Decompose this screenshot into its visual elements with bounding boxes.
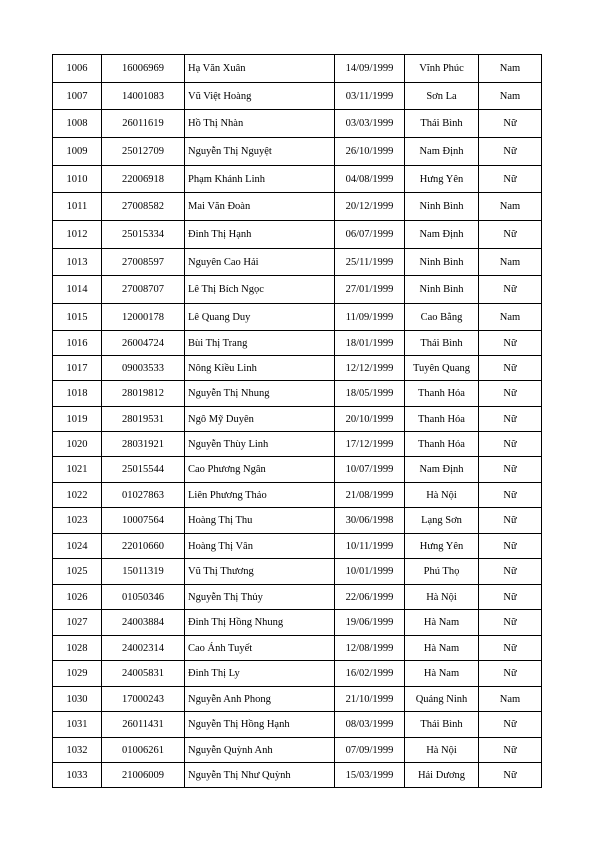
cell-date-of-birth: 19/06/1999 [335, 610, 405, 636]
cell-province: Hưng Yên [405, 166, 479, 193]
cell-date-of-birth: 03/11/1999 [335, 83, 405, 110]
cell-date-of-birth: 04/08/1999 [335, 166, 405, 193]
cell-date-of-birth: 10/01/1999 [335, 559, 405, 585]
table-row [53, 381, 542, 407]
table-row [53, 457, 542, 483]
cell-gender: Nữ [479, 276, 542, 304]
cell-full-name: Liên Phương Thảo [185, 483, 335, 508]
cell-province: Thanh Hóa [405, 407, 479, 432]
cell-date-of-birth: 18/05/1999 [335, 381, 405, 407]
cell-date-of-birth: 10/07/1999 [335, 457, 405, 483]
cell-student-id: 25015544 [102, 457, 185, 483]
cell-gender: Nam [479, 304, 542, 331]
cell-student-id: 21006009 [102, 763, 185, 788]
cell-gender: Nữ [479, 559, 542, 585]
cell-province: Nam Định [405, 138, 479, 166]
cell-gender: Nữ [479, 508, 542, 534]
cell-gender: Nữ [479, 381, 542, 407]
cell-gender: Nữ [479, 712, 542, 738]
cell-student-id: 26004724 [102, 331, 185, 356]
cell-date-of-birth: 21/10/1999 [335, 687, 405, 712]
table-row [53, 166, 542, 193]
cell-stt: 1024 [53, 534, 102, 559]
cell-gender: Nữ [479, 110, 542, 138]
student-table-body [53, 55, 542, 788]
cell-stt: 1022 [53, 483, 102, 508]
cell-gender: Nam [479, 55, 542, 83]
cell-date-of-birth: 12/12/1999 [335, 356, 405, 381]
cell-full-name: Hồ Thị Nhàn [185, 110, 335, 138]
cell-province: Sơn La [405, 83, 479, 110]
table-row [53, 331, 542, 356]
cell-gender: Nam [479, 83, 542, 110]
cell-province: Tuyên Quang [405, 356, 479, 381]
cell-stt: 1020 [53, 432, 102, 457]
cell-student-id: 24005831 [102, 661, 185, 687]
cell-province: Hà Nam [405, 661, 479, 687]
cell-full-name: Đinh Thị Hồng Nhung [185, 610, 335, 636]
table-row [53, 508, 542, 534]
cell-student-id: 01006261 [102, 738, 185, 763]
cell-full-name: Đinh Thị Ly [185, 661, 335, 687]
cell-province: Cao Bằng [405, 304, 479, 331]
cell-province: Thái Bình [405, 331, 479, 356]
cell-province: Hưng Yên [405, 534, 479, 559]
cell-date-of-birth: 16/02/1999 [335, 661, 405, 687]
cell-gender: Nam [479, 193, 542, 221]
cell-date-of-birth: 12/08/1999 [335, 636, 405, 661]
cell-gender: Nam [479, 687, 542, 712]
cell-full-name: Cao Phương Ngân [185, 457, 335, 483]
cell-date-of-birth: 26/10/1999 [335, 138, 405, 166]
cell-province: Nam Định [405, 221, 479, 249]
cell-province: Thanh Hóa [405, 381, 479, 407]
cell-stt: 1026 [53, 585, 102, 610]
cell-student-id: 28031921 [102, 432, 185, 457]
cell-student-id: 15011319 [102, 559, 185, 585]
cell-gender: Nữ [479, 534, 542, 559]
cell-full-name: Hoàng Thị Thu [185, 508, 335, 534]
cell-student-id: 25015334 [102, 221, 185, 249]
table-row [53, 138, 542, 166]
cell-student-id: 16006969 [102, 55, 185, 83]
table-row [53, 712, 542, 738]
cell-stt: 1009 [53, 138, 102, 166]
cell-gender: Nam [479, 249, 542, 276]
cell-stt: 1023 [53, 508, 102, 534]
cell-province: Lạng Sơn [405, 508, 479, 534]
cell-stt: 1012 [53, 221, 102, 249]
cell-province: Thái Bình [405, 712, 479, 738]
cell-full-name: Vũ Thị Thương [185, 559, 335, 585]
cell-student-id: 26011431 [102, 712, 185, 738]
cell-date-of-birth: 14/09/1999 [335, 55, 405, 83]
cell-date-of-birth: 22/06/1999 [335, 585, 405, 610]
cell-gender: Nữ [479, 166, 542, 193]
cell-stt: 1029 [53, 661, 102, 687]
cell-student-id: 12000178 [102, 304, 185, 331]
cell-student-id: 14001083 [102, 83, 185, 110]
cell-full-name: Ngô Mỹ Duyên [185, 407, 335, 432]
cell-full-name: Lê Quang Duy [185, 304, 335, 331]
cell-date-of-birth: 11/09/1999 [335, 304, 405, 331]
cell-full-name: Nông Kiều Linh [185, 356, 335, 381]
table-row [53, 763, 542, 788]
cell-stt: 1033 [53, 763, 102, 788]
cell-gender: Nữ [479, 407, 542, 432]
cell-gender: Nữ [479, 738, 542, 763]
table-row [53, 193, 542, 221]
cell-gender: Nữ [479, 483, 542, 508]
cell-stt: 1007 [53, 83, 102, 110]
cell-gender: Nữ [479, 636, 542, 661]
table-row [53, 304, 542, 331]
cell-student-id: 10007564 [102, 508, 185, 534]
cell-full-name: Nguyễn Thị Nguyệt [185, 138, 335, 166]
cell-gender: Nữ [479, 356, 542, 381]
cell-date-of-birth: 07/09/1999 [335, 738, 405, 763]
table-row [53, 559, 542, 585]
cell-full-name: Mai Văn Đoàn [185, 193, 335, 221]
table-row [53, 432, 542, 457]
cell-stt: 1017 [53, 356, 102, 381]
cell-gender: Nữ [479, 585, 542, 610]
table-row [53, 585, 542, 610]
cell-full-name: Bùi Thị Trang [185, 331, 335, 356]
cell-student-id: 22010660 [102, 534, 185, 559]
cell-province: Thái Bình [405, 110, 479, 138]
table-row [53, 249, 542, 276]
table-row [53, 276, 542, 304]
table-row [53, 110, 542, 138]
cell-full-name: Nguyễn Thị Thủy [185, 585, 335, 610]
cell-gender: Nữ [479, 763, 542, 788]
cell-date-of-birth: 20/10/1999 [335, 407, 405, 432]
cell-full-name: Phạm Khánh Linh [185, 166, 335, 193]
table-row [53, 534, 542, 559]
cell-student-id: 25012709 [102, 138, 185, 166]
cell-date-of-birth: 10/11/1999 [335, 534, 405, 559]
cell-student-id: 28019531 [102, 407, 185, 432]
table-row [53, 356, 542, 381]
table-row [53, 738, 542, 763]
cell-stt: 1008 [53, 110, 102, 138]
cell-student-id: 24003884 [102, 610, 185, 636]
cell-gender: Nữ [479, 432, 542, 457]
cell-student-id: 01027863 [102, 483, 185, 508]
cell-gender: Nữ [479, 661, 542, 687]
cell-province: Nam Định [405, 457, 479, 483]
cell-stt: 1021 [53, 457, 102, 483]
cell-date-of-birth: 18/01/1999 [335, 331, 405, 356]
cell-full-name: Nguyễn Thị Như Quỳnh [185, 763, 335, 788]
cell-province: Ninh Bình [405, 249, 479, 276]
table-row [53, 661, 542, 687]
cell-province: Hà Nam [405, 610, 479, 636]
cell-province: Hà Nội [405, 738, 479, 763]
cell-student-id: 17000243 [102, 687, 185, 712]
cell-date-of-birth: 25/11/1999 [335, 249, 405, 276]
cell-stt: 1019 [53, 407, 102, 432]
cell-full-name: Lê Thị Bích Ngọc [185, 276, 335, 304]
cell-stt: 1031 [53, 712, 102, 738]
cell-full-name: Nguyên Cao Hải [185, 249, 335, 276]
cell-full-name: Hạ Văn Xuân [185, 55, 335, 83]
cell-student-id: 22006918 [102, 166, 185, 193]
table-row [53, 55, 542, 83]
cell-date-of-birth: 30/06/1998 [335, 508, 405, 534]
cell-full-name: Nguyễn Quỳnh Anh [185, 738, 335, 763]
cell-stt: 1018 [53, 381, 102, 407]
cell-stt: 1028 [53, 636, 102, 661]
cell-province: Ninh Bình [405, 193, 479, 221]
cell-date-of-birth: 03/03/1999 [335, 110, 405, 138]
cell-stt: 1013 [53, 249, 102, 276]
cell-student-id: 27008582 [102, 193, 185, 221]
cell-province: Thanh Hóa [405, 432, 479, 457]
cell-province: Hải Dương [405, 763, 479, 788]
cell-student-id: 27008597 [102, 249, 185, 276]
cell-province: Vĩnh Phúc [405, 55, 479, 83]
cell-student-id: 24002314 [102, 636, 185, 661]
cell-date-of-birth: 17/12/1999 [335, 432, 405, 457]
table-row [53, 483, 542, 508]
cell-stt: 1025 [53, 559, 102, 585]
cell-student-id: 28019812 [102, 381, 185, 407]
table-row [53, 687, 542, 712]
cell-stt: 1030 [53, 687, 102, 712]
cell-gender: Nữ [479, 221, 542, 249]
cell-full-name: Nguyễn Thị Nhung [185, 381, 335, 407]
cell-full-name: Hoàng Thị Vân [185, 534, 335, 559]
cell-province: Ninh Bình [405, 276, 479, 304]
cell-stt: 1011 [53, 193, 102, 221]
cell-student-id: 26011619 [102, 110, 185, 138]
cell-student-id: 09003533 [102, 356, 185, 381]
cell-student-id: 01050346 [102, 585, 185, 610]
cell-stt: 1010 [53, 166, 102, 193]
table-row [53, 221, 542, 249]
cell-full-name: Nguyễn Thị Hồng Hạnh [185, 712, 335, 738]
table-row [53, 83, 542, 110]
cell-gender: Nữ [479, 457, 542, 483]
cell-stt: 1015 [53, 304, 102, 331]
table-row [53, 610, 542, 636]
table-row [53, 407, 542, 432]
cell-full-name: Vũ Việt Hoàng [185, 83, 335, 110]
cell-stt: 1032 [53, 738, 102, 763]
cell-date-of-birth: 15/03/1999 [335, 763, 405, 788]
cell-student-id: 27008707 [102, 276, 185, 304]
cell-date-of-birth: 21/08/1999 [335, 483, 405, 508]
student-table [52, 54, 542, 788]
table-row [53, 636, 542, 661]
cell-province: Hà Nội [405, 585, 479, 610]
cell-date-of-birth: 20/12/1999 [335, 193, 405, 221]
cell-date-of-birth: 27/01/1999 [335, 276, 405, 304]
cell-stt: 1016 [53, 331, 102, 356]
cell-date-of-birth: 06/07/1999 [335, 221, 405, 249]
cell-date-of-birth: 08/03/1999 [335, 712, 405, 738]
cell-stt: 1006 [53, 55, 102, 83]
cell-stt: 1027 [53, 610, 102, 636]
cell-full-name: Nguyễn Thùy Linh [185, 432, 335, 457]
cell-province: Hà Nam [405, 636, 479, 661]
cell-gender: Nữ [479, 610, 542, 636]
cell-full-name: Đinh Thị Hạnh [185, 221, 335, 249]
cell-gender: Nữ [479, 138, 542, 166]
cell-province: Phú Thọ [405, 559, 479, 585]
cell-full-name: Nguyễn Anh Phong [185, 687, 335, 712]
cell-gender: Nữ [479, 331, 542, 356]
cell-stt: 1014 [53, 276, 102, 304]
cell-full-name: Cao Ánh Tuyết [185, 636, 335, 661]
cell-province: Quảng Ninh [405, 687, 479, 712]
cell-province: Hà Nội [405, 483, 479, 508]
